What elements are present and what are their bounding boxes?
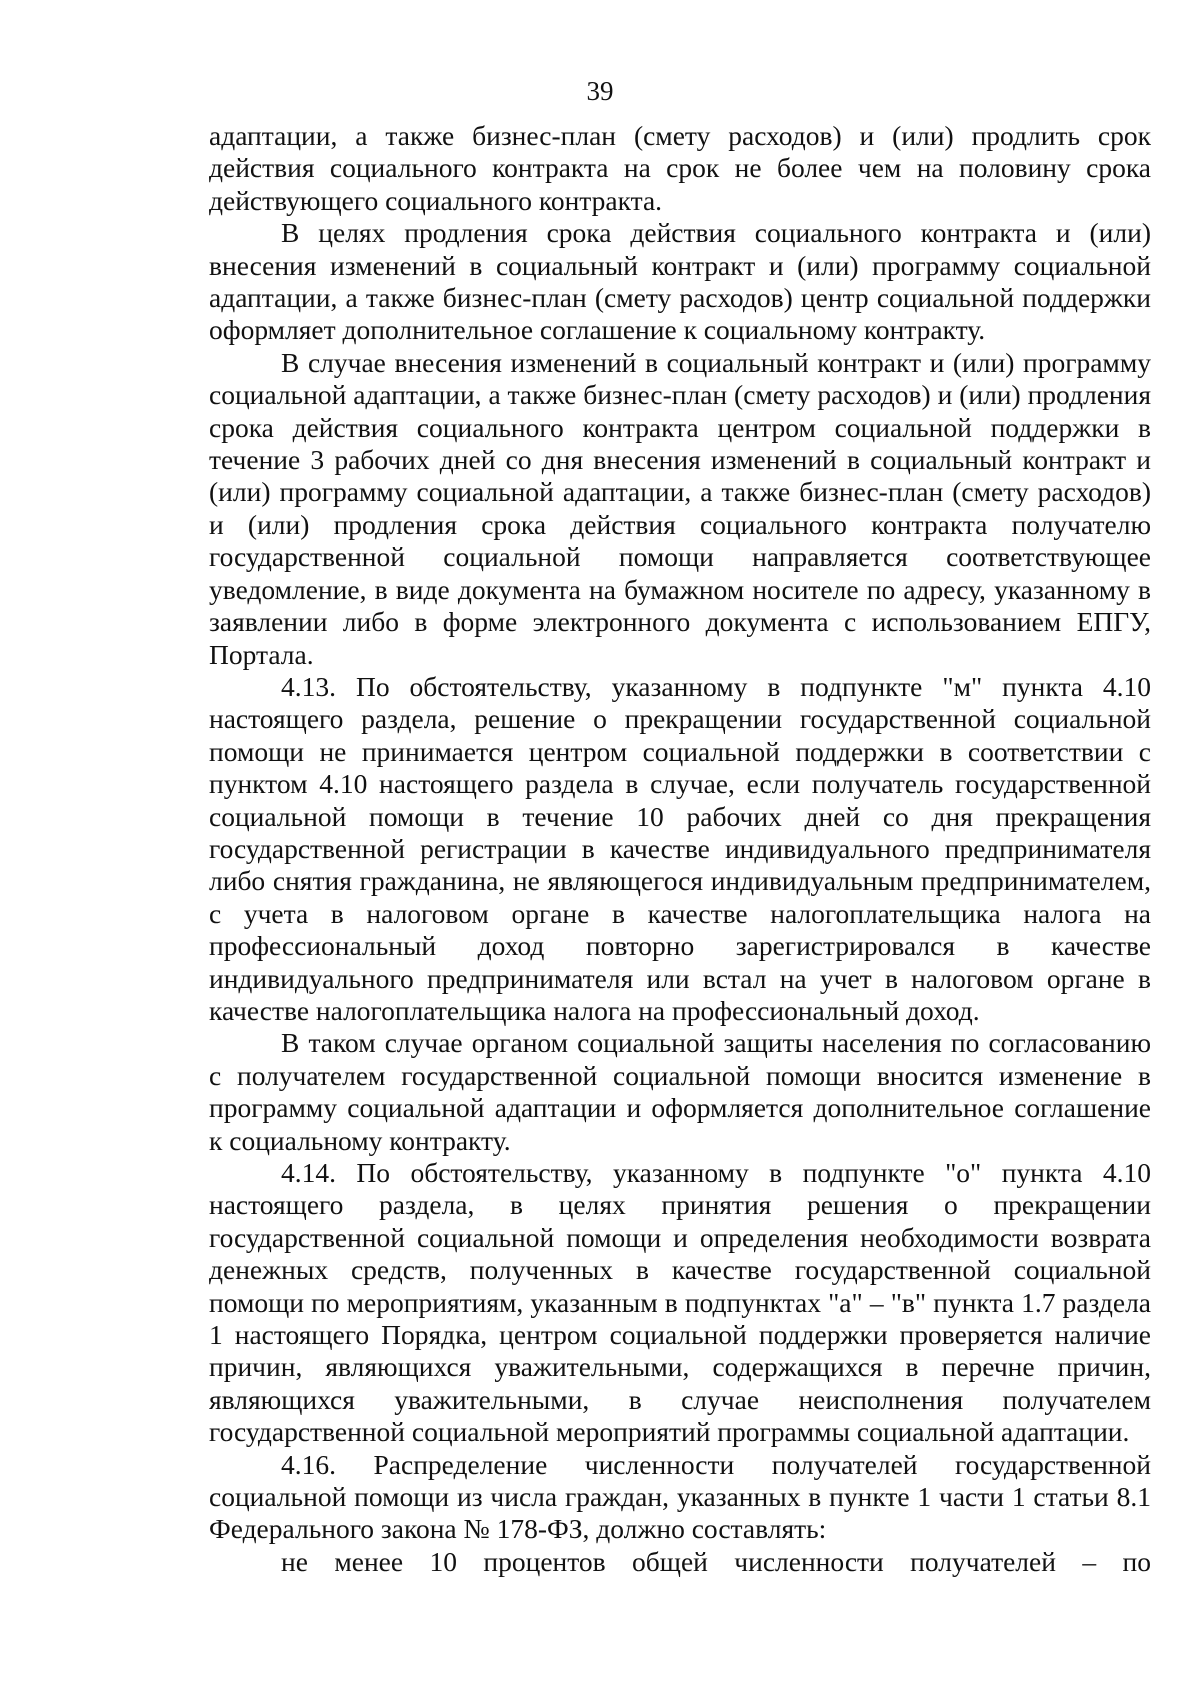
paragraph: В таком случае органом социальной защиты населения по согласованию с получателем государственной социальной помощи вносится изменение в программу социальной адаптации и оформляется дополнительное соглашение к социальному контракту. <box>209 1027 1151 1156</box>
paragraph-4-16: 4.16. Распределение численности получателей государственной социальной помощи из числа граждан, указанных в пункте 1 части 1 статьи 8.1 Федерального закона № 178-ФЗ, должно составлять: <box>209 1448 1151 1545</box>
paragraph-4-13: 4.13. По обстоятельству, указанному в подпункте "м" пункта 4.10 настоящего раздела, решение о прекращении государственной социальной помощи не принимается центром социальной поддержки в соответствии с пунктом 4.10 настоящего раздела в случае, если получатель государственной социальной помощи в течение 10 рабочих дней со дня прекращения государственной регистрации в качестве индивидуального предпринимателя либо снятия гражданина, не являющегося индивидуальным предпринимателем, с учета в налоговом органе в качестве налогоплательщика налога на профессиональный доход повторно зарегистрировался в качестве индивидуального предпринимателя или встал на учет в налоговом органе в качестве налогоплательщика налога на профессиональный доход. <box>209 670 1151 1026</box>
document-body <box>209 120 1151 1578</box>
paragraph: адаптации, а также бизнес-план (смету расходов) и (или) продлить срок действия социального контракта на срок не более чем на половину срока действующего социального контракта. <box>209 120 1151 216</box>
paragraph: В целях продления срока действия социального контракта и (или) внесения изменений в социальный контракт и (или) программу социальной адаптации, а также бизнес-план (смету расходов) центр социальной поддержки оформляет дополнительное соглашение к социальному контракту. <box>209 217 1151 346</box>
paragraph: В случае внесения изменений в социальный контракт и (или) программу социальной адаптации, а также бизнес-план (смету расходов) и (или) продления срока действия социального контракта центром социальной поддержки в течение 3 рабочих дней со дня внесения изменений в социальный контракт и (или) программу социальной адаптации, а также бизнес-план (смету расходов) и (или) продления срока действия социального контракта получателю государственной социальной помощи направляется соответствующее уведомление, в виде документа на бумажном носителе по адресу, указанному в заявлении либо в форме электронного документа с использованием ЕПГУ, Портала. <box>209 346 1151 670</box>
paragraph-continued: не менее 10 процентов общей численности получателей – по <box>281 1545 1151 1577</box>
page-number: 39 <box>586 76 614 106</box>
paragraph-4-14: 4.14. По обстоятельству, указанному в подпункте "о" пункта 4.10 настоящего раздела, в целях принятия решения о прекращении государственной социальной помощи и определения необходимости возврата денежных средств, полученных в качестве государственной социальной помощи по мероприятиям, указанным в подпунктах "а" – "в" пункта 1.7 раздела 1 настоящего Порядка, центром социальной поддержки проверяется наличие причин, являющихся уважительными, содержащихся в перечне причин, являющихся уважительными, в случае неисполнения получателем государственной социальной мероприятий программы социальной адаптации. <box>209 1157 1151 1448</box>
